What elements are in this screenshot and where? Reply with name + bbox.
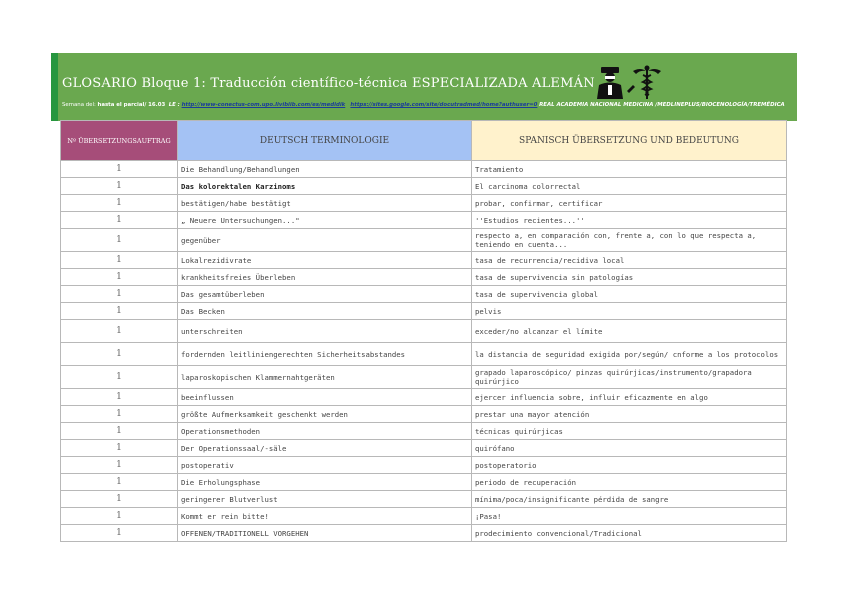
row-number: 1: [61, 229, 178, 252]
row-number: 1: [61, 474, 178, 491]
german-term: Das Becken: [178, 303, 472, 320]
table-row: [61, 229, 787, 252]
row-number: 1: [61, 406, 178, 423]
german-term: laparoskopischen Klammernahtgeräten: [178, 366, 472, 389]
header-german: DEUTSCH TERMINOLOGIE: [178, 121, 472, 161]
german-term: Das gesamtüberleben: [178, 286, 472, 303]
spanish-translation: tasa de recurrencia/recidiva local: [472, 252, 787, 269]
header-meta: [62, 102, 785, 108]
german-term: beeinflussen: [178, 389, 472, 406]
spanish-translation: tasa de supervivencia sin patologías: [472, 269, 787, 286]
table-row: [61, 366, 787, 389]
german-term: OFFENEN/TRADITIONELL VORGEHEN: [178, 525, 472, 542]
german-term: Lokalrezidivrate: [178, 252, 472, 269]
semana-label: Semana del:: [62, 102, 96, 108]
spanish-translation: exceder/no alcanzar el límite: [472, 320, 787, 343]
table-row: [61, 423, 787, 440]
german-term: Operationsmethoden: [178, 423, 472, 440]
row-number: 1: [61, 525, 178, 542]
spanish-translation: prodecimiento convencional/Tradicional: [472, 525, 787, 542]
spanish-translation: ¡Pasa!: [472, 508, 787, 525]
spanish-translation: postoperatorio: [472, 457, 787, 474]
row-number: 1: [61, 303, 178, 320]
table-row: [61, 474, 787, 491]
table-row: [61, 525, 787, 542]
table-row: [61, 440, 787, 457]
spanish-translation: la distancia de seguridad exigida por/según/ cnforme a los protocolos: [472, 343, 787, 366]
le-label: LE :: [168, 102, 180, 108]
german-term: gegenüber: [178, 229, 472, 252]
row-number: 1: [61, 366, 178, 389]
row-number: 1: [61, 508, 178, 525]
german-term: postoperativ: [178, 457, 472, 474]
german-term: Der Operationssaal/-säle: [178, 440, 472, 457]
table-row: [61, 161, 787, 178]
table-row: [61, 343, 787, 366]
spanish-translation: El carcinoma colorrectal: [472, 178, 787, 195]
le-link[interactable]: http://www-conectus-com.upo.livibiib.com/es/medidik: [181, 102, 346, 108]
table-row: [61, 389, 787, 406]
german-term: Kommt er rein bitte!: [178, 508, 472, 525]
table-header-row: [61, 121, 787, 161]
row-number: 1: [61, 491, 178, 508]
german-term: unterschreiten: [178, 320, 472, 343]
table-row: [61, 195, 787, 212]
doctor-icon: [597, 67, 635, 99]
header-icons: [593, 65, 663, 99]
institutions-text: REAL ACADEMIA NACIONAL MEDICINA /MEDLINEPLUS/BIOCENOLOGÍA/TREMÉDICA: [539, 102, 785, 108]
row-number: 1: [61, 161, 178, 178]
german-term: Die Erholungsphase: [178, 474, 472, 491]
spanish-translation: tasa de supervivencia global: [472, 286, 787, 303]
row-number: 1: [61, 178, 178, 195]
header-banner: [51, 53, 797, 121]
spanish-translation: quirófano: [472, 440, 787, 457]
spanish-translation: ''Estudios recientes...'': [472, 212, 787, 229]
row-number: 1: [61, 269, 178, 286]
row-number: 1: [61, 252, 178, 269]
german-term: „ Neuere Untersuchungen...": [178, 212, 472, 229]
german-term: bestätigen/habe bestätigt: [178, 195, 472, 212]
table-row: [61, 269, 787, 286]
table-row: [61, 508, 787, 525]
german-term: geringerer Blutverlust: [178, 491, 472, 508]
semana-value: hasta el parcial/ 16.03: [97, 102, 166, 108]
glossary-table: [60, 120, 787, 542]
header-number: Nº ÜBERSETZUNGSAUFTRAG: [61, 121, 178, 161]
table-row: [61, 406, 787, 423]
table-row: [61, 303, 787, 320]
spanish-translation: pelvis: [472, 303, 787, 320]
spanish-translation: periodo de recuperación: [472, 474, 787, 491]
german-term: Das kolorektalen Karzinoms: [178, 178, 472, 195]
spanish-translation: prestar una mayor atención: [472, 406, 787, 423]
german-term: größte Aufmerksamkeit geschenkt werden: [178, 406, 472, 423]
spanish-translation: mínima/poca/insignificante pérdida de sangre: [472, 491, 787, 508]
page-title: GLOSARIO Bloque 1: Traducción científico-técnica ESPECIALIZADA ALEMÁN: [62, 76, 595, 91]
spanish-translation: técnicas quirúrjicas: [472, 423, 787, 440]
banner-accent: [51, 53, 58, 121]
spanish-translation: grapado laparoscópico/ pinzas quirúrjicas/instrumento/grapadora quirúrjico: [472, 366, 787, 389]
spanish-translation: probar, confirmar, certificar: [472, 195, 787, 212]
sites-link[interactable]: https://sites.google.com/site/docutradmed/home?authuser=0: [350, 102, 538, 108]
row-number: 1: [61, 423, 178, 440]
table-row: [61, 252, 787, 269]
table-row: [61, 178, 787, 195]
spanish-translation: respecto a, en comparación con, frente a, con lo que respecta a, teniendo en cuenta...: [472, 229, 787, 252]
table-row: [61, 491, 787, 508]
row-number: 1: [61, 343, 178, 366]
header-spanish: SPANISCH ÜBERSETZUNG UND BEDEUTUNG: [472, 121, 787, 161]
table-row: [61, 286, 787, 303]
row-number: 1: [61, 457, 178, 474]
spanish-translation: ejercer influencia sobre, influir eficazmente en algo: [472, 389, 787, 406]
row-number: 1: [61, 212, 178, 229]
row-number: 1: [61, 286, 178, 303]
row-number: 1: [61, 389, 178, 406]
table-row: [61, 457, 787, 474]
caduceus-icon: [633, 66, 661, 100]
german-term: fordernden leitliniengerechten Sicherheitsabstandes: [178, 343, 472, 366]
german-term: Die Behandlung/Behandlungen: [178, 161, 472, 178]
spanish-translation: Tratamiento: [472, 161, 787, 178]
german-term: krankheitsfreies Überleben: [178, 269, 472, 286]
row-number: 1: [61, 440, 178, 457]
row-number: 1: [61, 320, 178, 343]
table-row: [61, 320, 787, 343]
row-number: 1: [61, 195, 178, 212]
table-row: [61, 212, 787, 229]
